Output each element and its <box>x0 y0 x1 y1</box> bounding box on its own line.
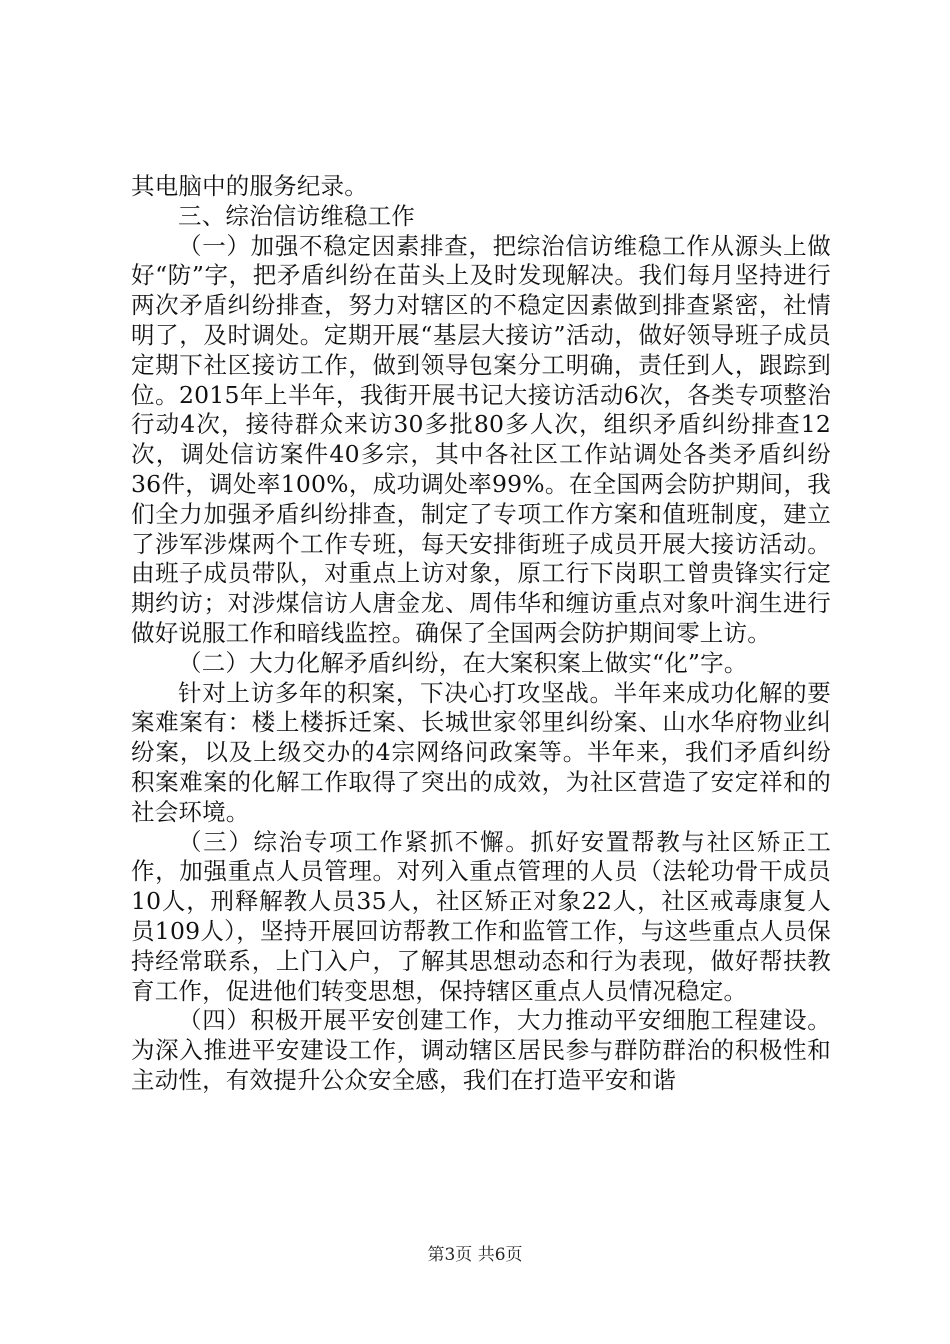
paragraph-4: （四）积极开展平安创建工作，大力推动平安细胞工程建设。为深入推进平安建设工作，调动辖区居民参与群防群治的积极性和主动性，有效提升公众安全感，我们在打造平安和谐 <box>131 1006 831 1094</box>
paragraph-1: （一）加强不稳定因素排查，把综治信访维稳工作从源头上做好“防”字，把矛盾纠纷在苗头上及时发现解决。我们每月坚持进行两次矛盾纠纷排查，努力对辖区的不稳定因素做到排查紧密，社情明了，及时调处。定期开展“基层大接访”活动，做好领导班子成员定期下社区接访工作，做到领导包案分工明确，责任到人，跟踪到位。2015年上半年，我街开展书记大接访活动6次，各类专项整治行动4次，接待群众来访30多批80多人次，组织矛盾纠纷排查12次，调处信访案件40多宗，其中各社区工作站调处各类矛盾纠纷36件，调处率100%，成功调处率99%。在全国两会防护期间，我们全力加强矛盾纠纷排查，制定了专项工作方案和值班制度，建立了涉军涉煤两个工作专班，每天安排街班子成员开展大接访活动。由班子成员带队，对重点上访对象，原工行下岗职工曾贵锋实行定期约访；对涉煤信访人唐金龙、周伟华和缠访重点对象叶润生进行做好说服工作和暗线监控。确保了全国两会防护期间零上访。 <box>131 231 831 647</box>
paragraph-2-body: 针对上访多年的积案，下决心打攻坚战。半年来成功化解的要案难案有：楼上楼拆迁案、长城世家邻里纠纷案、山水华府物业纠纷案，以及上级交办的4宗网络问政案等。半年来，我们矛盾纠纷积案难案的化解工作取得了突出的成效，为社区营造了安定祥和的社会环境。 <box>131 678 831 826</box>
document-body <box>131 172 831 1096</box>
paragraph-3: （三）综治专项工作紧抓不懈。抓好安置帮教与社区矫正工作，加强重点人员管理。对列入重点管理的人员（法轮功骨干成员10人，刑释解教人员35人，社区矫正对象22人，社区戒毒康复人员109人），坚持开展回访帮教工作和监管工作，与这些重点人员保持经常联系，上门入户，了解其思想动态和行为表现，做好帮扶教育工作，促进他们转变思想，保持辖区重点人员情况稳定。 <box>131 827 831 1005</box>
paragraph-continuation: 其电脑中的服务纪录。 <box>131 172 368 200</box>
section-heading: 三、综治信访维稳工作 <box>178 201 415 230</box>
paragraph-2-heading: （二）大力化解矛盾纠纷，在大案积案上做实“化”字。 <box>178 648 748 677</box>
page-footer: 第3页 共6页 <box>427 1245 523 1265</box>
